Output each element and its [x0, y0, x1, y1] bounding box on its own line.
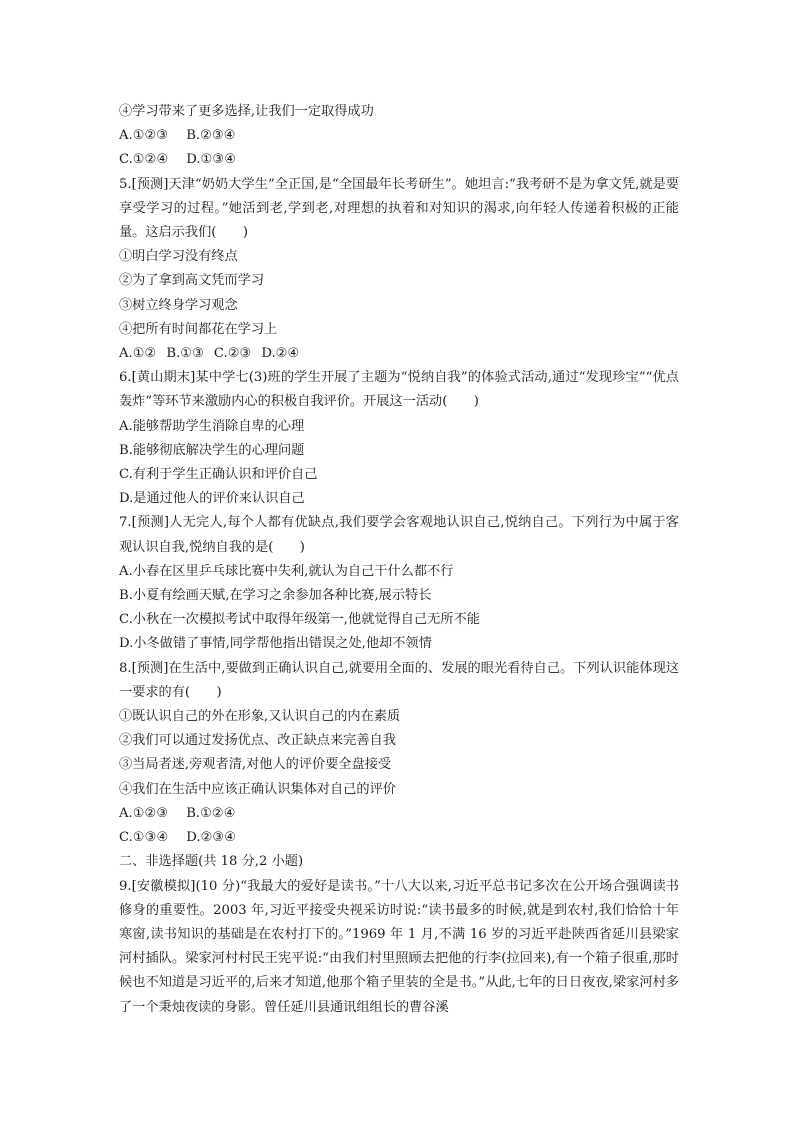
q5-item-1: ①明白学习没有终点 [119, 249, 238, 265]
q5-option-b: B.①③ [166, 346, 204, 362]
q8-option-b: B.①②④ [186, 805, 236, 821]
q6-option-d: D.是通过他人的评价来认识自己 [119, 491, 305, 507]
q4-options-row-2 [119, 148, 679, 172]
q9-text: 9.[安徽模拟](10 分)“我最大的爱好是读书。”十八大以来,习近平总书记多次在公开场合强调读书修身的重要性。2003 年,习近平接受央视采访时说:“读书最多的时候,就是到农村,我们恰恰十年寒窗,读书知识的基础是在农村打下的。”1969 年 1 月,不满 16 岁的习近平赴陕西省延川县梁家河村插队。梁家河村村民王宪平说:“由我们村里照顾去把他的行李(拉回来),有一个箱子很重,那时候也不知道是习近平的,后来才知道,他那个箱子里装的全是书。”从此,七年的日日夜夜,梁家河村多了一个秉烛夜读的身影。曾任延川县通讯组组长的曹谷溪 [119, 878, 679, 1015]
q7-stem: 7.[预测]人无完人,每个人都有优缺点,我们要学会客观地认识自己,悦纳自己。下列行为中属于客观认识自我,悦纳自我的是( ) [119, 515, 679, 555]
q8-stem: 8.[预测]在生活中,要做到正确认识自己,就要用全面的、发展的眼光看待自己。下列认识能体现这一要求的有( ) [119, 660, 679, 700]
q6-stem: 6.[黄山期末]某中学七(3)班的学生开展了主题为“悦纳自我”的体验式活动,通过“发现珍宝”“优点轰炸”等环节来激励内心的积极自我评价。开展这一活动( ) [119, 370, 679, 410]
q4-option-c: C.①②④ [119, 152, 169, 168]
q8-option-a: A.①②③ [119, 805, 169, 821]
q7-option-b: B.小夏有绘画天赋,在学习之余参加各种比赛,展示特长 [119, 588, 432, 604]
q5-options [119, 342, 679, 366]
q8-item-4: ④我们在生活中应该正确认识集体对自己的评价 [119, 781, 396, 797]
q5-option-d: D.②④ [261, 346, 300, 362]
q5-option-c: C.②③ [213, 346, 252, 362]
q6-option-a: A.能够帮助学生消除自卑的心理 [119, 418, 305, 434]
q8-option-d: D.②③④ [186, 830, 237, 846]
q4-option-a: A.①②③ [119, 128, 169, 144]
q5-option-a: A.①② [119, 346, 157, 362]
q5-item-2: ②为了拿到高文凭而学习 [119, 273, 265, 289]
q8-item-2: ②我们可以通过发扬优点、改正缺点来完善自我 [119, 733, 396, 749]
document-content [119, 100, 679, 1020]
q5-stem: 5.[预测]天津“奶奶大学生”全正国,是“全国最年长考研生”。她坦言:“我考研不是为拿文凭,就是要享受学习的过程。”她活到老,学到老,对理想的执着和对知识的渴求,向年轻人传递着积极的正能量。这启示我们( ) [119, 176, 679, 241]
q4-option-b: B.②③④ [186, 128, 236, 144]
q7-option-a: A.小春在区里乒乓球比赛中失利,就认为自己干什么都不行 [119, 563, 454, 579]
q6-option-c: C.有利于学生正确认识和评价自己 [119, 467, 318, 483]
q8-item-1: ①既认识自己的外在形象,又认识自己的内在素质 [119, 709, 401, 725]
q8-options-row-1 [119, 802, 679, 826]
q4-item-4: ④学习带来了更多选择,让我们一定取得成功 [119, 104, 374, 119]
q7-option-c: C.小秋在一次模拟考试中取得年级第一,他就觉得自己无所不能 [119, 612, 480, 628]
section-heading: 二、非选择题(共 18 分,2 小题) [119, 854, 304, 870]
q8-item-3: ③当局者迷,旁观者清,对他人的评价要全盘接受 [119, 757, 392, 773]
q4-option-d: D.①③④ [186, 152, 237, 168]
q5-item-3: ③树立终身学习观念 [119, 297, 238, 313]
q8-option-c: C.①③④ [119, 830, 169, 846]
q8-options-row-2 [119, 826, 679, 850]
q4-options-row-1 [119, 124, 679, 148]
q7-option-d: D.小冬做错了事情,同学帮他指出错误之处,他却不领情 [119, 636, 432, 652]
q6-option-b: B.能够彻底解决学生的心理问题 [119, 442, 305, 458]
q5-item-4: ④把所有时间都花在学习上 [119, 321, 278, 337]
